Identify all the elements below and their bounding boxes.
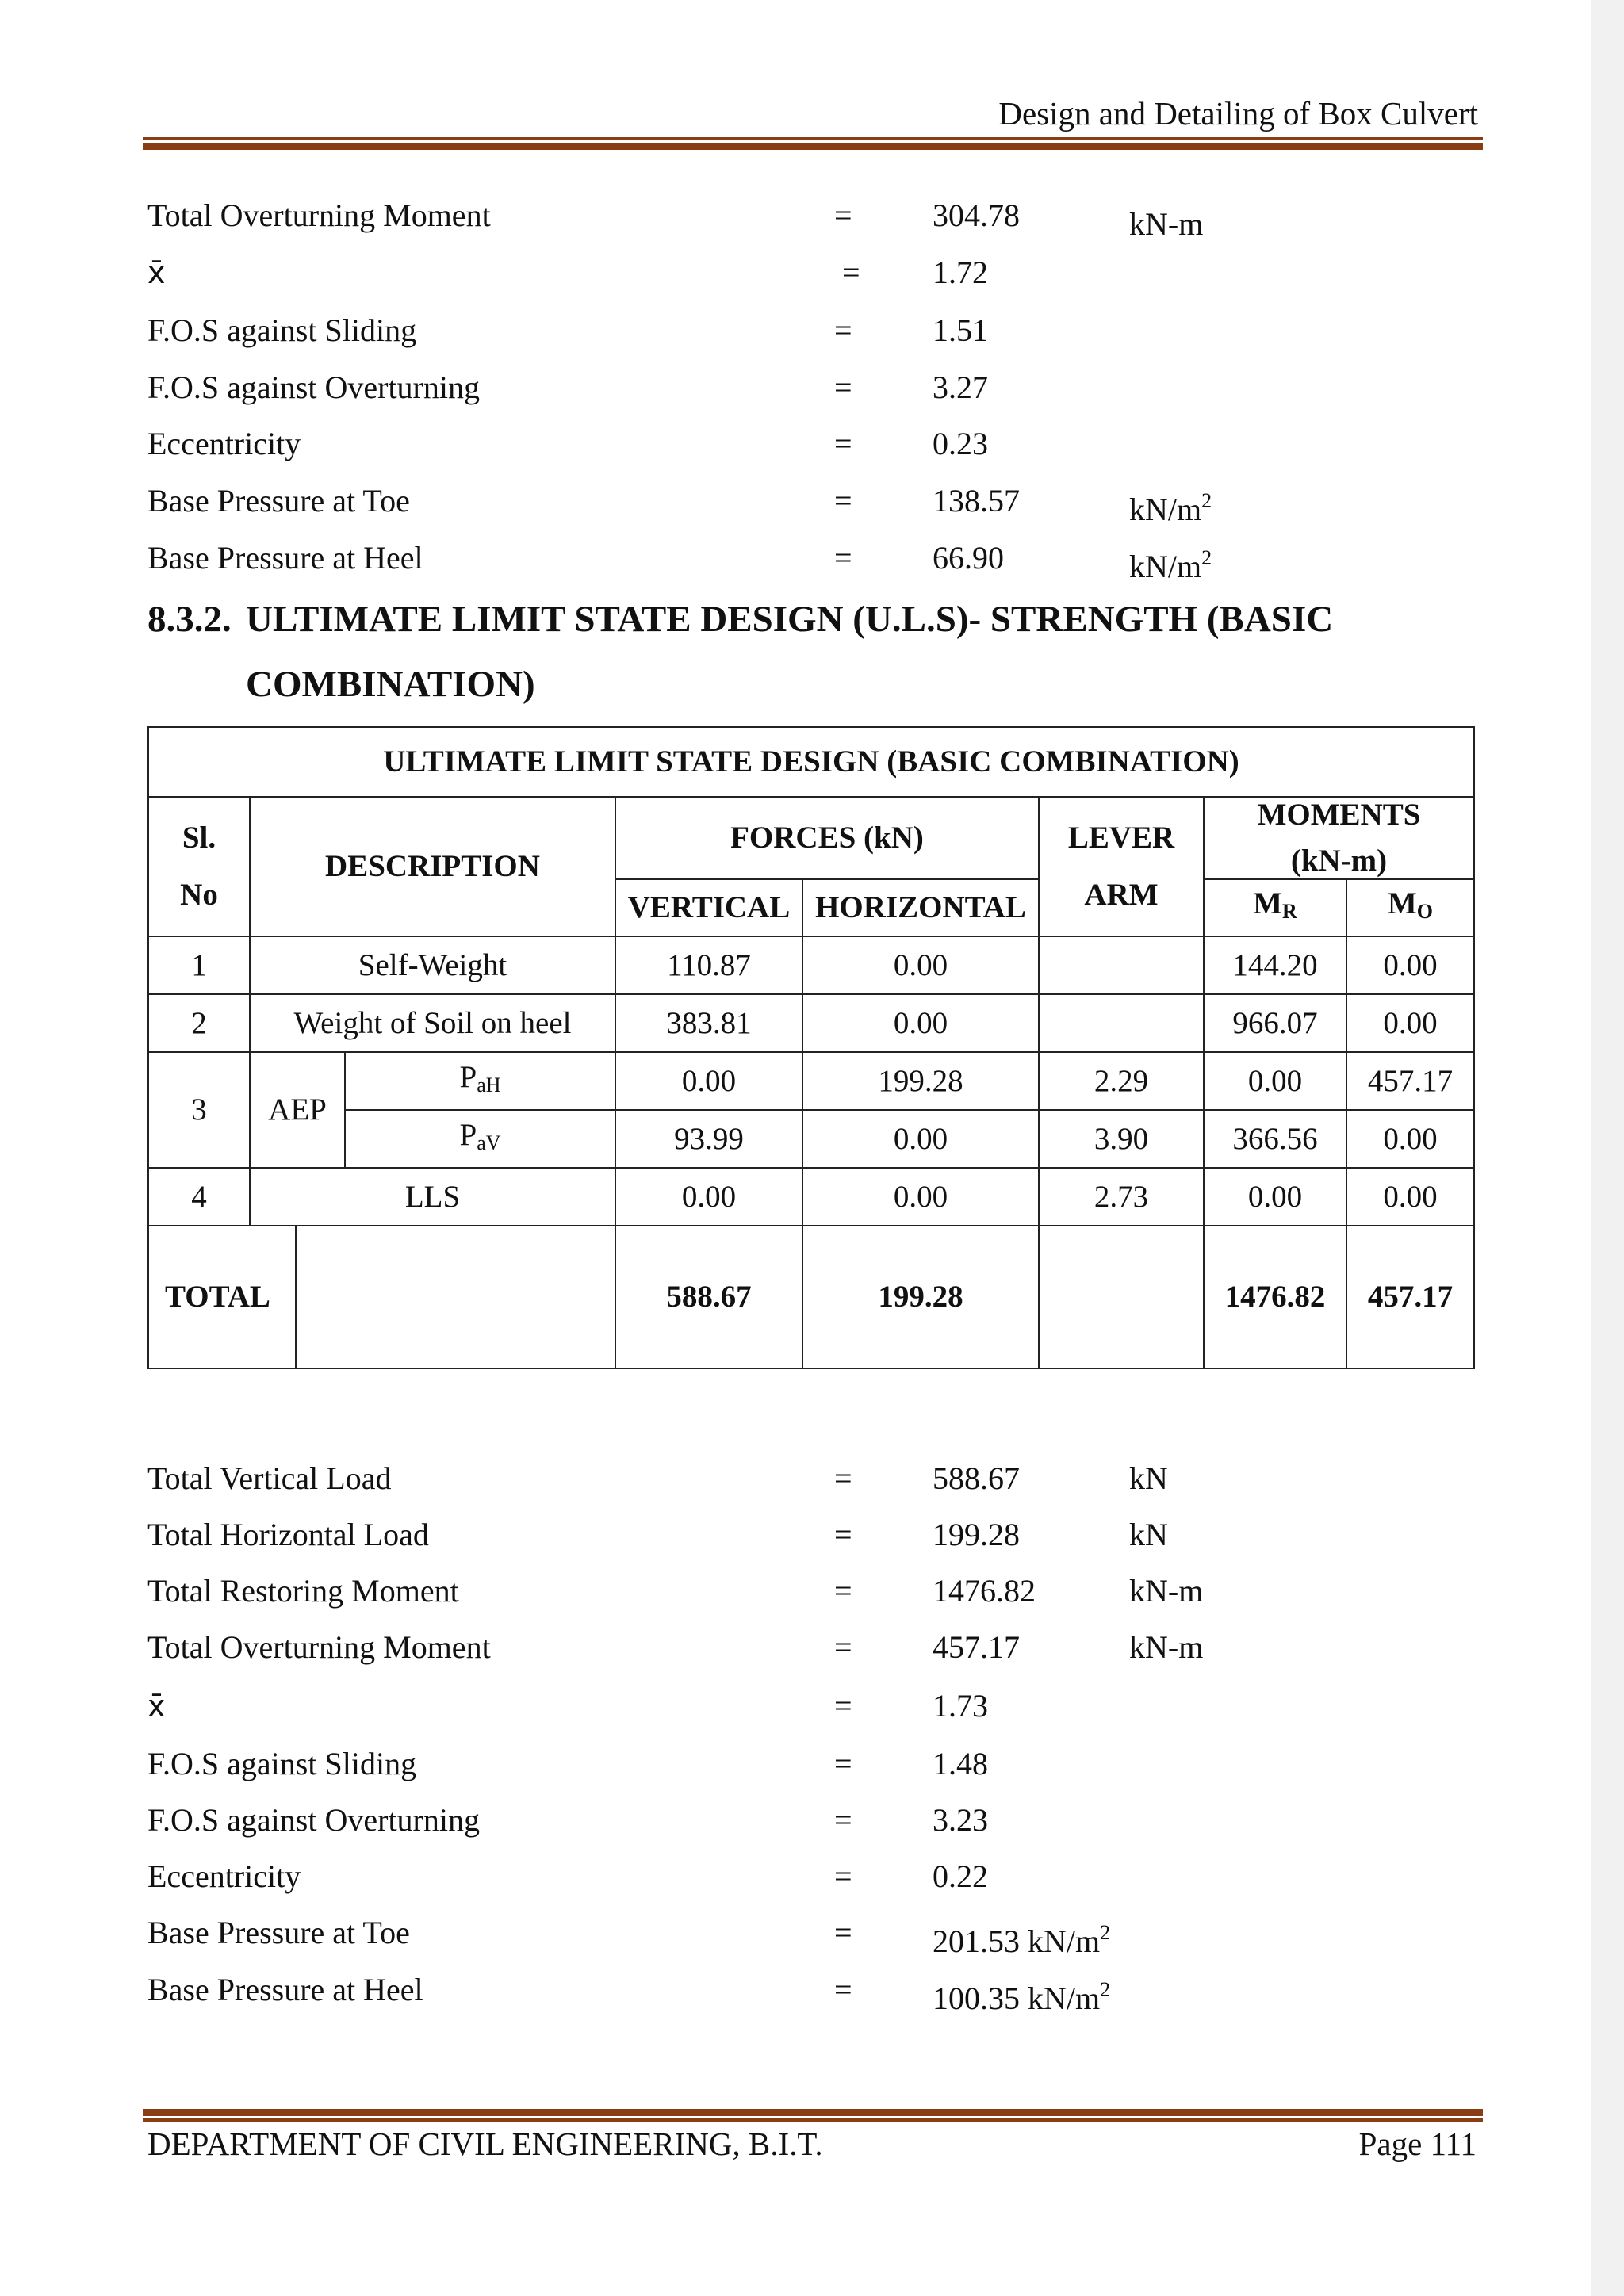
unit-text: kN/m xyxy=(1129,492,1202,527)
cell-horizontal: 0.00 xyxy=(802,1110,1039,1168)
result-row xyxy=(0,1455,1624,1502)
equals-sign: = xyxy=(834,483,852,519)
equals-sign: = xyxy=(834,1858,852,1894)
result-unit xyxy=(1129,1567,1203,1615)
result-label: x̄ xyxy=(147,1689,166,1724)
value-text: 0.22 xyxy=(933,1858,988,1894)
unit-superscript: 2 xyxy=(1100,1921,1111,1944)
pav-symbol: P xyxy=(459,1117,477,1152)
result-label: Total Overturning Moment xyxy=(147,197,491,233)
unit-text: kN-m xyxy=(1129,1573,1204,1609)
unit-text: kN-m xyxy=(1129,206,1204,242)
mo-symbol: M xyxy=(1387,886,1417,920)
cell-total-horizontal: 199.28 xyxy=(802,1226,1039,1368)
header-moments-line1: MOMENTS xyxy=(1257,798,1421,832)
header-mo xyxy=(1346,879,1474,936)
result-value: 0.23 xyxy=(933,426,988,461)
result-value xyxy=(933,1567,1036,1615)
cell-mo: 0.00 xyxy=(1346,936,1474,994)
unit-text: kN xyxy=(1129,1517,1168,1552)
table-row-aep-pah xyxy=(148,1052,1474,1110)
cell-aep-label: AEP xyxy=(250,1052,345,1168)
footer-department: DEPARTMENT OF CIVIL ENGINEERING, B.I.T. xyxy=(147,2126,823,2162)
cell-lever: 2.73 xyxy=(1039,1168,1204,1226)
result-row xyxy=(0,1797,1624,1844)
result-label: Base Pressure at Toe xyxy=(147,483,410,519)
header-moments xyxy=(1204,797,1474,879)
result-value xyxy=(933,1909,1110,1965)
result-label: Eccentricity xyxy=(147,426,301,461)
result-row xyxy=(0,477,1624,525)
result-label: F.O.S against Overturning xyxy=(147,369,480,405)
cell-horizontal: 0.00 xyxy=(802,1168,1039,1226)
result-value xyxy=(933,1853,988,1900)
result-label: F.O.S against Sliding xyxy=(147,1746,417,1781)
result-label: Base Pressure at Heel xyxy=(147,540,423,576)
section-number: 8.3.2. xyxy=(147,599,232,640)
result-unit xyxy=(1129,477,1212,534)
result-value xyxy=(933,1966,1110,2022)
cell-total-mo: 457.17 xyxy=(1346,1226,1474,1368)
equals-sign: = xyxy=(834,1802,852,1838)
cell-pav-label xyxy=(345,1110,615,1168)
result-value: 66.90 xyxy=(933,540,1004,576)
value-text: 1.73 xyxy=(933,1688,988,1724)
equals-sign: = xyxy=(834,540,852,576)
result-unit xyxy=(1129,1624,1203,1671)
cell-sl: 1 xyxy=(148,936,250,994)
result-label: Eccentricity xyxy=(147,1858,301,1894)
section-title-line2: COMBINATION) xyxy=(246,664,535,705)
result-value: 3.27 xyxy=(933,369,988,405)
value-text: 1476.82 xyxy=(933,1573,1036,1609)
value-text: 201.53 kN/m xyxy=(933,1923,1101,1959)
header-forces: FORCES (kN) xyxy=(615,797,1039,879)
result-label: x̄ xyxy=(147,255,166,290)
cell-sl: 4 xyxy=(148,1168,250,1226)
result-row xyxy=(0,420,1624,468)
cell-total-lever xyxy=(1039,1226,1204,1368)
result-row xyxy=(0,1567,1624,1615)
result-value xyxy=(933,1797,988,1844)
result-unit xyxy=(1129,192,1203,248)
cell-mr: 0.00 xyxy=(1204,1052,1346,1110)
result-label: Total Restoring Moment xyxy=(147,1573,459,1609)
result-label: F.O.S against Overturning xyxy=(147,1802,480,1838)
equals-sign: = xyxy=(834,1629,852,1665)
value-text: 3.23 xyxy=(933,1802,988,1838)
pah-symbol: P xyxy=(459,1059,477,1094)
result-value: 304.78 xyxy=(933,197,1020,233)
mr-subscript: R xyxy=(1282,900,1297,923)
result-label: Total Vertical Load xyxy=(147,1460,392,1496)
unit-superscript: 2 xyxy=(1201,546,1212,569)
table-row xyxy=(148,994,1474,1052)
cell-sl: 3 xyxy=(148,1052,250,1168)
header-moments-line2: (kN-m) xyxy=(1290,844,1388,878)
cell-horizontal: 0.00 xyxy=(802,994,1039,1052)
table-row-total xyxy=(148,1226,1474,1368)
table-row-lls xyxy=(148,1168,1474,1226)
header-sl-no xyxy=(148,797,250,936)
header-rule xyxy=(143,137,1483,150)
equals-sign: = xyxy=(834,426,852,461)
cell-mr: 0.00 xyxy=(1204,1168,1346,1226)
cell-horizontal: 199.28 xyxy=(802,1052,1039,1110)
result-value xyxy=(933,1624,1020,1671)
equals-sign: = xyxy=(842,254,860,290)
cell-mr: 366.56 xyxy=(1204,1110,1346,1168)
cell-lever xyxy=(1039,994,1204,1052)
result-label: F.O.S against Sliding xyxy=(147,312,417,348)
table-caption: ULTIMATE LIMIT STATE DESIGN (BASIC COMBINATION) xyxy=(148,727,1474,797)
result-unit xyxy=(1129,534,1212,591)
header-description: DESCRIPTION xyxy=(250,797,615,936)
cell-horizontal: 0.00 xyxy=(802,936,1039,994)
result-label: Total Horizontal Load xyxy=(147,1517,429,1552)
result-unit xyxy=(1129,1511,1168,1559)
cell-mo: 0.00 xyxy=(1346,1168,1474,1226)
equals-sign: = xyxy=(834,312,852,348)
cell-mo: 0.00 xyxy=(1346,994,1474,1052)
cell-total-blank xyxy=(296,1226,615,1368)
result-row xyxy=(0,1966,1624,2014)
header-mr xyxy=(1204,879,1346,936)
cell-mr: 966.07 xyxy=(1204,994,1346,1052)
header-sl-line2: No xyxy=(180,878,218,912)
result-label: Total Overturning Moment xyxy=(147,1629,491,1665)
header-horizontal: HORIZONTAL xyxy=(802,879,1039,936)
result-value xyxy=(933,1682,988,1730)
footer-rule xyxy=(143,2109,1483,2122)
cell-description: Weight of Soil on heel xyxy=(250,994,615,1052)
result-row xyxy=(0,1853,1624,1900)
result-row xyxy=(0,1511,1624,1559)
result-row xyxy=(0,534,1624,582)
result-value: 138.57 xyxy=(933,483,1020,519)
result-value xyxy=(933,1740,988,1788)
equals-sign: = xyxy=(834,1972,852,2007)
result-value: 1.51 xyxy=(933,312,988,348)
cell-total-label: TOTAL xyxy=(148,1226,296,1368)
header-sl-line1: Sl. xyxy=(182,821,216,855)
uls-basic-combination-table xyxy=(147,726,1475,1369)
cell-description: LLS xyxy=(250,1168,615,1226)
cell-lever: 2.29 xyxy=(1039,1052,1204,1110)
result-row xyxy=(0,1624,1624,1671)
result-row xyxy=(0,307,1624,354)
cell-vertical: 93.99 xyxy=(615,1110,802,1168)
header-lever-line1: LEVER xyxy=(1067,821,1175,855)
cell-total-vertical: 588.67 xyxy=(615,1226,802,1368)
cell-mr: 144.20 xyxy=(1204,936,1346,994)
result-row xyxy=(0,1682,1624,1730)
unit-text: kN/m xyxy=(1129,549,1202,584)
result-row xyxy=(0,1740,1624,1788)
cell-vertical: 0.00 xyxy=(615,1052,802,1110)
result-row xyxy=(0,249,1624,297)
cell-pah-label xyxy=(345,1052,615,1110)
result-unit xyxy=(1129,1455,1168,1502)
cell-vertical: 383.81 xyxy=(615,994,802,1052)
result-row xyxy=(0,1909,1624,1957)
running-header: Design and Detailing of Box Culvert xyxy=(998,95,1478,132)
result-row xyxy=(0,192,1624,242)
result-value: 1.72 xyxy=(933,254,988,290)
header-vertical: VERTICAL xyxy=(615,879,802,936)
equals-sign: = xyxy=(834,1746,852,1781)
value-text: 588.67 xyxy=(933,1460,1020,1496)
value-text: 199.28 xyxy=(933,1517,1020,1552)
result-value xyxy=(933,1455,1020,1502)
cell-vertical: 0.00 xyxy=(615,1168,802,1226)
equals-sign: = xyxy=(834,1460,852,1496)
equals-sign: = xyxy=(834,197,852,233)
value-text: 1.48 xyxy=(933,1746,988,1781)
result-row xyxy=(0,364,1624,411)
cell-vertical: 110.87 xyxy=(615,936,802,994)
result-label: Base Pressure at Heel xyxy=(147,1972,423,2007)
unit-superscript: 2 xyxy=(1201,489,1212,512)
section-title-line1: ULTIMATE LIMIT STATE DESIGN (U.L.S)- STRENGTH (BASIC xyxy=(246,599,1334,640)
unit-text: kN xyxy=(1129,1460,1168,1496)
result-label: Base Pressure at Toe xyxy=(147,1915,410,1950)
header-lever-line2: ARM xyxy=(1084,878,1159,912)
cell-mo: 457.17 xyxy=(1346,1052,1474,1110)
mo-subscript: O xyxy=(1416,900,1434,923)
value-text: 457.17 xyxy=(933,1629,1020,1665)
page-number: Page 111 xyxy=(1358,2126,1477,2162)
unit-superscript: 2 xyxy=(1100,1978,1111,2001)
cell-description: Self-Weight xyxy=(250,936,615,994)
cell-sl: 2 xyxy=(148,994,250,1052)
equals-sign: = xyxy=(834,1688,852,1724)
equals-sign: = xyxy=(834,1915,852,1950)
table-row xyxy=(148,936,1474,994)
table-row-aep-pav xyxy=(148,1110,1474,1168)
header-lever-arm xyxy=(1039,797,1204,936)
value-text: 100.35 kN/m xyxy=(933,1980,1101,2016)
unit-text: kN-m xyxy=(1129,1629,1204,1665)
cell-mo: 0.00 xyxy=(1346,1110,1474,1168)
mr-symbol: M xyxy=(1253,886,1283,920)
equals-sign: = xyxy=(834,1573,852,1609)
result-value xyxy=(933,1511,1020,1559)
equals-sign: = xyxy=(834,369,852,405)
pav-subscript: aV xyxy=(477,1131,501,1154)
pah-subscript: aH xyxy=(477,1073,501,1096)
equals-sign: = xyxy=(834,1517,852,1552)
cell-total-mr: 1476.82 xyxy=(1204,1226,1346,1368)
cell-lever: 3.90 xyxy=(1039,1110,1204,1168)
cell-lever xyxy=(1039,936,1204,994)
